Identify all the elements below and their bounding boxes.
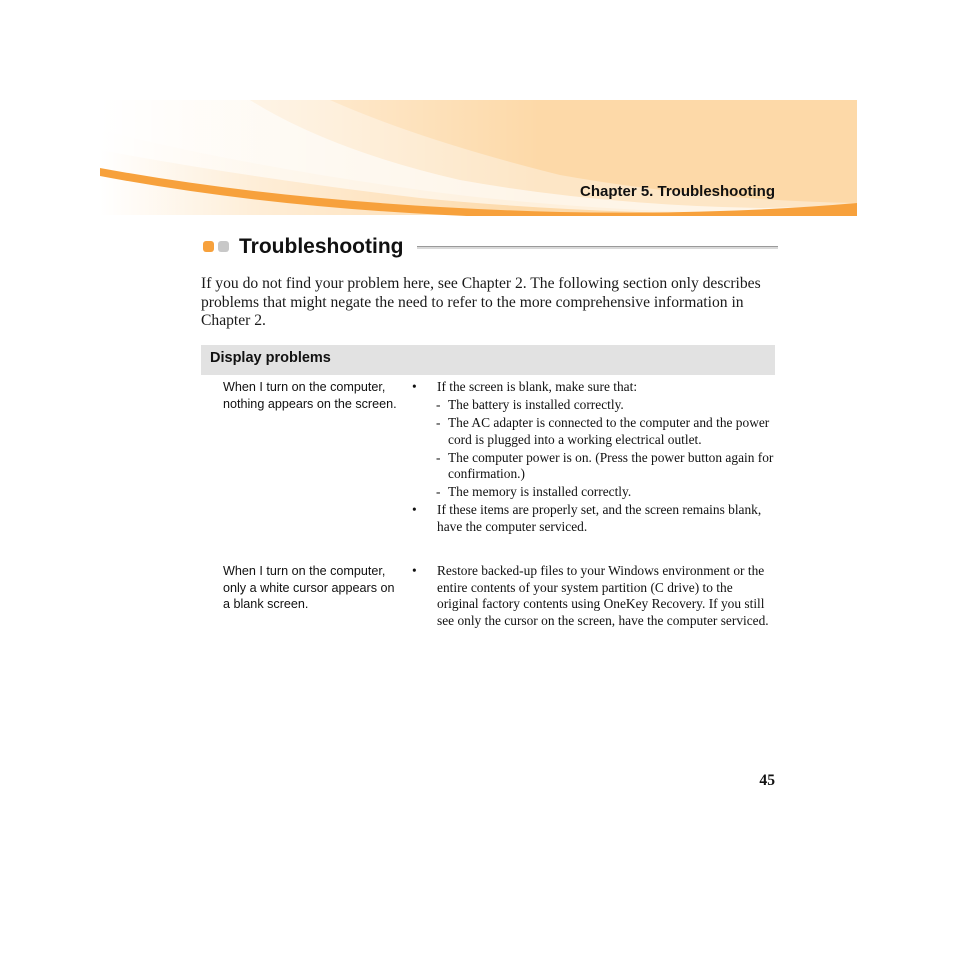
table-heading: Display problems [210, 350, 331, 366]
table-heading-bar [201, 345, 775, 375]
header-banner [0, 0, 954, 230]
list-subitem: - The memory is installed correctly. [436, 484, 632, 499]
title-rule [417, 246, 778, 249]
page-number: 45 [759, 772, 775, 789]
bullet-icon: • [412, 502, 417, 517]
bullet-icon: • [412, 563, 417, 578]
list-subitem: - The AC adapter is connected to the computer and the power cord is plugged into a working electrical outlet. [436, 415, 770, 447]
dash-icon: - [436, 397, 441, 412]
orange-square-icon [203, 241, 214, 252]
list-subitem: - The computer power is on. (Press the power button again for confirmation.) [436, 449, 774, 481]
chapter-label: Chapter 5. Troubleshooting [579, 183, 775, 200]
dash-icon: - [436, 449, 441, 465]
page-title: Troubleshooting [239, 235, 404, 258]
list-item: • Restore backed-up files to your Windows environment or the entire contents of your system partition (C drive) to the original factory contents using OneKey Recovery. If you still see only the cursor on the screen, have the computer serviced. [412, 563, 769, 628]
intro-paragraph: If you do not find your problem here, see Chapter 2. The following section only describes problems that might negate the need to refer to the more comprehensive information in Chapter 2. [201, 275, 761, 330]
bullet-icon: • [412, 379, 417, 394]
solution-list [410, 563, 775, 629]
list-subitem: - The battery is installed correctly. [436, 397, 624, 412]
problem-text: When I turn on the computer, nothing appears on the screen. [223, 380, 397, 411]
section-title-row [203, 233, 778, 261]
gray-square-icon [218, 241, 229, 252]
dash-icon: - [436, 484, 441, 499]
list-item: • If these items are properly set, and the screen remains blank, have the computer serviced. [412, 502, 762, 534]
solution-list [410, 379, 775, 535]
dash-icon: - [436, 415, 441, 430]
problem-text: When I turn on the computer, only a white cursor appears on a blank screen. [223, 564, 395, 611]
list-item: • If the screen is blank, make sure that: [412, 379, 638, 394]
